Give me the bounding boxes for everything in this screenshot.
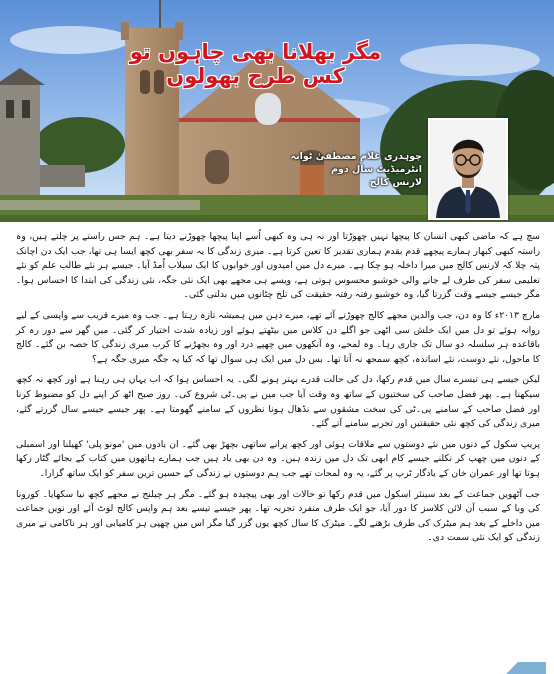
author-photo: [428, 118, 508, 220]
page-corner-ornament: [506, 662, 546, 674]
paragraph: سچ ہے کہ ماضی کبھی انسان کا پیچھا نہیں چھوڑتا اور نہ ہی وہ کبھی اُسے اپنا پیچھا چھوڑنے دیتا ہے۔ ہم جس راستے پر چلتے ہیں، وہ راستہ کبھی کبھار ہمارے پیچھے قدم بقدم ہماری تقدیر کا تعین کرتا ہے۔ میری زندگی کا یہ سفر بھی کچھ ایسا ہی تھا، جب ایک دن اچانک پتہ چلا کہ لارنس کالج میں میرا داخلہ ہو چکا ہے۔ میرے دل میں امیدوں اور خوابوں کا ایک سیلاب اُمڈ آیا۔ جیسے ہر نئے طالب علم کو نئے تعلیمی سفر کی طرف لے جانے والی خوشبو محسوس ہوتی ہے، ویسے ہی مجھے بھی ایک نئی جگہ، نئی زندگی کی ابتدا کا احساس ہوا۔ مگر جیسے جیسے وقت گزرتا گیا، وہ خوشبو رفتہ رفتہ حقیقت کی تلخ چٹانوں میں بدلتی گئی۔: [16, 231, 540, 301]
author-role: انٹرمیڈیٹ سال دوم: [331, 164, 422, 175]
article-headline: مگر بھلانا بھی چاہوں تو کس طرح بھولوں: [129, 40, 382, 88]
paragraph: مارچ ۲۰۱۳ء کا وہ دن، جب والدین مجھے کالج چھوڑنے آئے تھے، میرے ذہن میں ہمیشہ تازہ رہتا ہے۔ جب وہ میرے قریب سے واپسی کے لیے روانہ ہوئے تو دل میں ایک خلش سی اٹھی جو اگلے دن کلاس میں بیٹھتے ہوئے اور زیادہ شدت اختیار کر گئی۔ میں گھر سے دور رہ کر باقاعدہ ہر سلسلہ دو سال تک جاری رہا۔ وہ لمحے، وہ آنکھوں میں چھپے درد اور وہ بچھڑنے کا کرب میری زندگی کا حصہ بن گئے۔ کالج کا ماحول، نئے دوست، نئے اساتذہ، کچھ سمجھ نہ آتا تھا۔ بس دل میں ایک ہی سوال تھا کہ کیا یہ جگہ میری جگہ ہے؟: [16, 309, 540, 365]
paragraph: لیکن جیسے ہی تیسرے سال میں قدم رکھا، دل کی حالت قدرے بہتر ہونے لگی۔ یہ احساس ہوا کہ اب یہاں ہی رہنا ہے اور کچھ نہ کچھ سیکھنا ہے۔ پھر فضل صاحب کی سختیوں کے ساتھ وہ وقت آیا جب میں نے پی۔ٹی شروع کی۔ روز صبح اٹھ کر اپنے دل کو مضبوط کرنا اور فضل صاحب کے سامنے پی۔ٹی کی سخت مشقوں سے نڈھال ہونا نظروں کے سامنے گھومتا ہے۔ پھر جیسے جیسے سال گزرتے گئے، میری زندگی کی کچھ نئی حقیقتیں اور تجربے سامنے آتے گئے۔: [16, 374, 540, 430]
author-byline: [250, 150, 422, 189]
paragraph: پریپ سکول کے دنوں میں نئے دوستوں سے ملاقات ہوئی اور کچھ پرانے ساتھی بچھڑ بھی گئے۔ ان یادوں میں 'مونو پلی' کھیلنا اور اسمبلی کے دنوں میں چھپ کر نکلنے جیسے کام ابھی تک دل میں زندہ ہیں۔ وہ دن بھی یاد ہیں جب ہمارے ہاتھوں میں کتاب کے بجائے گٹار رکھا ہوتا تھا اور عمران خان کے یادگار ٹرپ پر گئے، یہ وہ لمحات تھے جب ہم دوستوں نے زندگی کے حسین ترین سفر کو ایک ساتھ گزارا۔: [16, 438, 540, 479]
author-portrait-icon: [430, 120, 506, 218]
paragraph: جب آٹھویں جماعت کے بعد سینئر اسکول میں قدم رکھا تو حالات اور بھی پیچیدہ ہو گئے۔ مگر ہر چیلنج نے مجھے کچھ نیا سکھایا۔ کورونا کی وبا کے سبب آن لائن کلاسز کا دور آیا، جو ایک طرف منفرد تجربہ تھا۔ پھر جیسے تیسے بعد ہم واپس کالج لوٹ آئے اور نویں جماعت میں داخلے کے بعد ہم میٹرک کی طرف بڑھنے لگے۔ میٹرک کا سال کچھ یوں گزر گیا مگر اس میں چھپی ہر کامیابی اور ہر ناکامی نے میری زندگی کو ایک نئی سمت دی۔: [16, 488, 540, 544]
article-body: [16, 230, 540, 552]
author-college: لارنس کالج: [369, 177, 422, 188]
author-name: چوہدری غلام مصطفیٰ ٹوانہ: [290, 151, 422, 162]
